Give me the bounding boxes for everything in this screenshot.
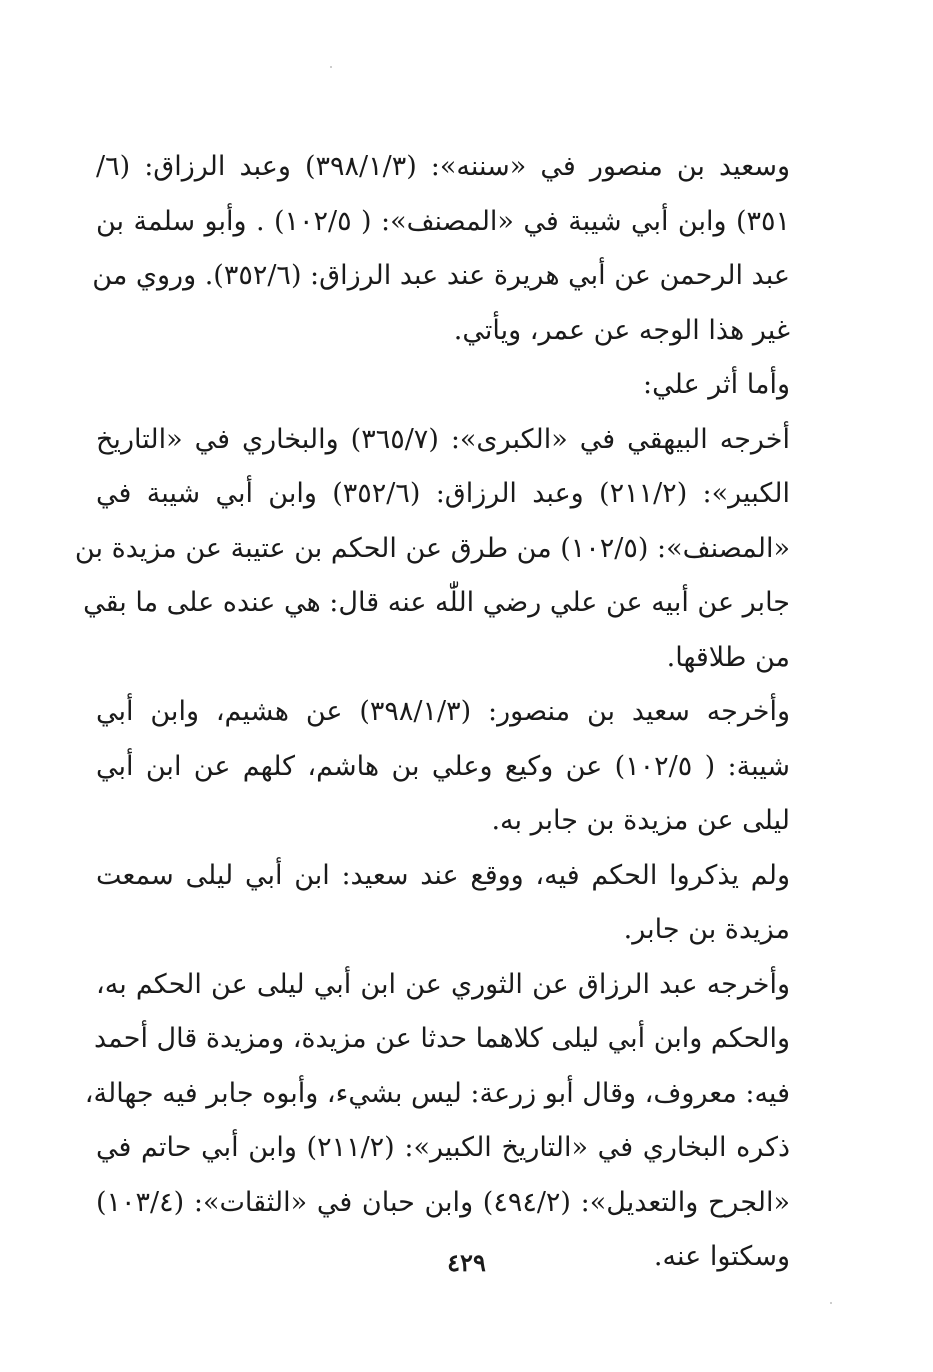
paragraph-2: [96, 358, 790, 413]
text-line: ولم يذكروا الحكم فيه، ووقع عند سعيد: ابن أبي ليلى سمعت: [96, 859, 790, 891]
page-body: [74, 140, 791, 1285]
text-line: عبد الرحمن عن أبي هريرة عند عبد الرزاق: (٣٥٢/٦). وروي من: [92, 260, 790, 291]
text-line: ٣٥١) وابن أبي شيبة في «المصنف»: ( ١٠٢/٥) . وأبو سلمة بن: [96, 205, 791, 237]
text-line: من طلاقها.: [666, 641, 790, 673]
paragraph-3: [74, 413, 790, 686]
paragraph-1: [92, 140, 791, 358]
text-line: «الجرح والتعديل»: (٤٩٤/٢) وابن حبان في «الثقات»: (١٠٣/٤): [96, 1186, 790, 1218]
text-line: وسعيد بن منصور في «سننه»: (٣٩٨/١/٣) وعبد الرزاق: (٦/: [96, 151, 790, 182]
text-line: فيه: معروف، وقال أبو زرعة: ليس بشيء، وأبوه جابر فيه جهالة،: [84, 1077, 790, 1109]
scan-speck: [830, 1302, 832, 1304]
paragraph-6: [84, 958, 791, 1285]
text-line: ذكره البخاري في «التاريخ الكبير»: (٢١١/٢) وابن أبي حاتم في: [96, 1132, 791, 1163]
text-line: جابر عن أبيه عن علي رضي اللّٰه عنه قال: هي عنده على ما بقي: [83, 587, 790, 618]
scan-speck: [330, 66, 332, 68]
text-line: مزيدة بن جابر.: [623, 914, 790, 945]
text-line: ليلى عن مزيدة بن جابر به.: [491, 805, 790, 836]
text-line: شيبة: ( ١٠٢/٥) عن وكيع وعلي بن هاشم، كلهم عن ابن أبي: [96, 750, 790, 782]
text-line: وأخرجه عبد الرزاق عن الثوري عن ابن أبي ليلى عن الحكم به،: [96, 968, 790, 1000]
text-line: وسكتوا عنه.: [653, 1241, 790, 1272]
text-line: «المصنف»: (١٠٢/٥) من طرق عن الحكم بن عتيبة عن مزيدة بن: [74, 532, 790, 564]
paragraph-4: [96, 685, 790, 849]
text-line: الكبير»: (٢١١/٢) وعبد الرزاق: (٣٥٢/٦) وابن أبي شيبة في: [96, 478, 790, 509]
text-line: وأما أثر علي:: [643, 369, 790, 400]
text-line: وأخرجه سعيد بن منصور: (٣٩٨/١/٣) عن هشيم، وابن أبي: [96, 696, 790, 727]
text-line: والحكم وابن أبي ليلى كلاهما حدثا عن مزيدة، ومزيدة قال أحمد: [93, 1023, 790, 1054]
paragraph-5: [96, 849, 790, 958]
text-line: غير هذا الوجه عن عمر، ويأتي.: [453, 314, 790, 346]
page-number: ٤٢٩: [447, 1248, 486, 1277]
text-line: أخرجه البيهقي في «الكبرى»: (٣٦٥/٧) والبخاري في «التاريخ: [96, 423, 790, 455]
